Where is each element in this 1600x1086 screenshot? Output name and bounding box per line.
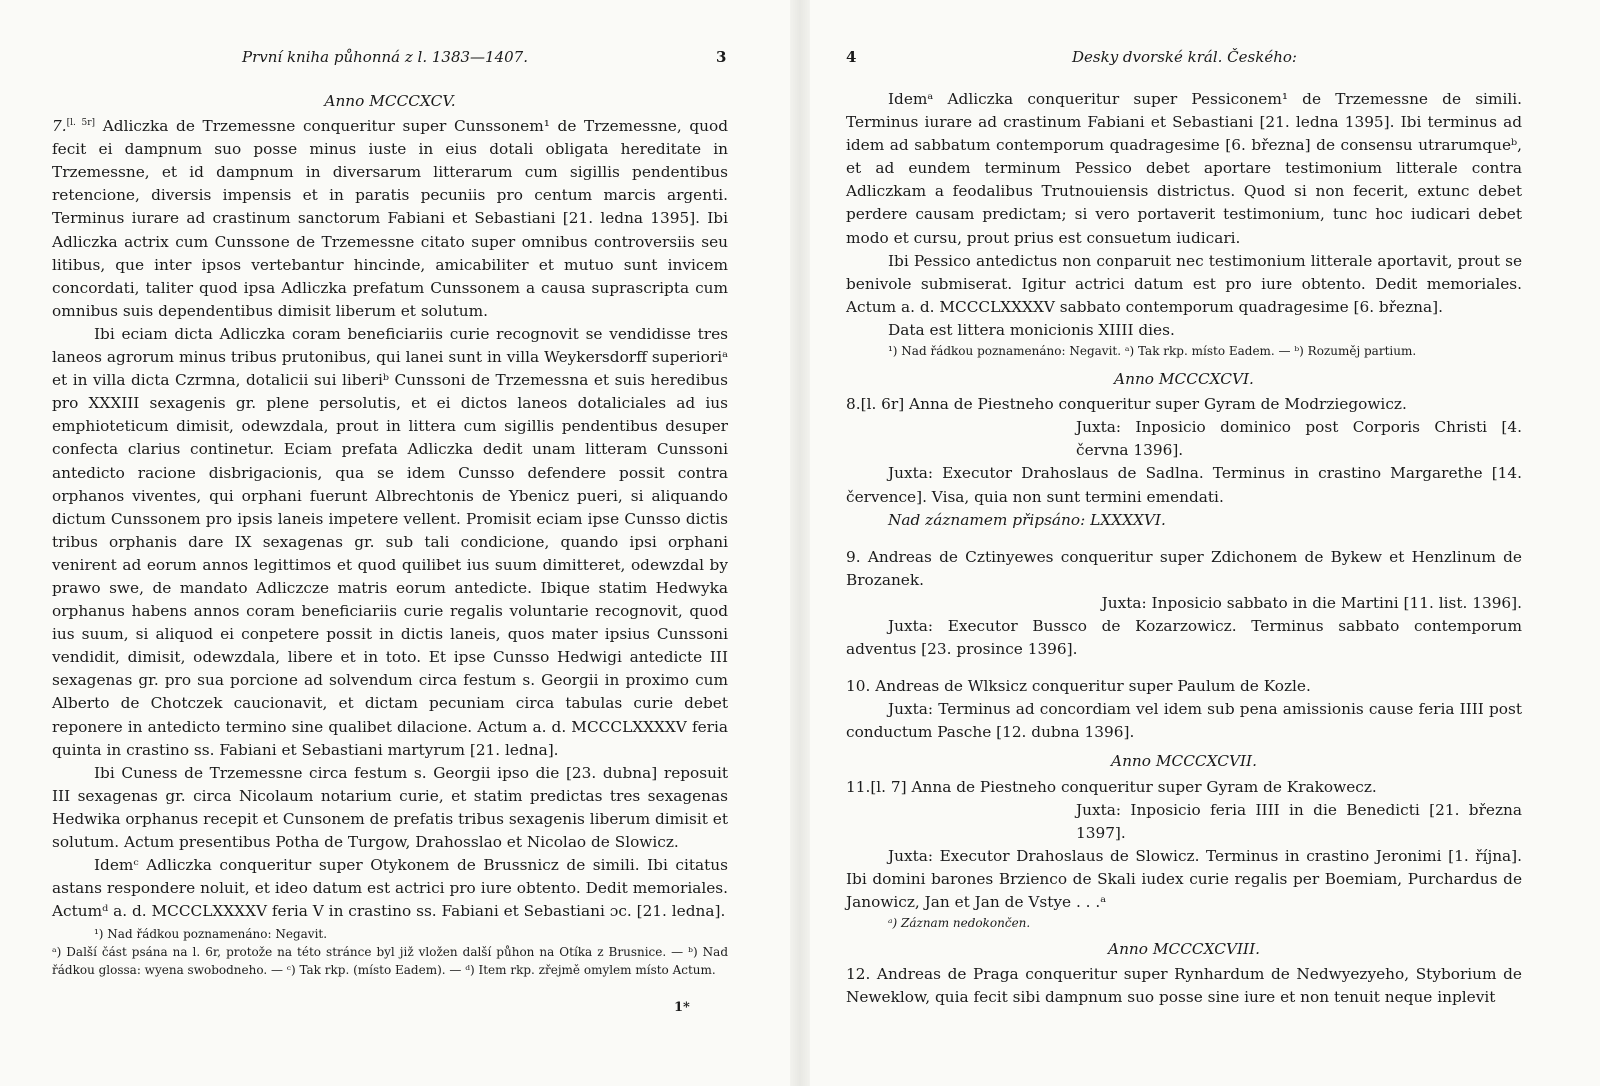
book-gutter bbox=[790, 0, 810, 1086]
year-heading-1396: Anno MCCCXCVI. bbox=[1114, 370, 1254, 389]
entry-9-juxta-2: Juxta: Executor Bussco de Kozarzowicz. Terminus sabbato contemporum adventus [23. prosince 1396]. bbox=[846, 616, 1522, 659]
left-page-number: 3 bbox=[716, 48, 727, 66]
entry-7-continued-paragraph-2: Ibi Pessico antedictus non conparuit nec testimonium litterale aportavit, prout se benivole submiserat. Igitur actrici datum est pro iure obtento. Dedit memoriales. Actum a. d. MCCCLXXXXV sabbato contemporum quadragesime [6. března]. bbox=[846, 251, 1522, 316]
entry-7-paragraph-1 bbox=[52, 115, 728, 323]
entry-8: 8.[l. 6r] Anna de Piestneho conqueritur super Gyram de Modrziegowicz. bbox=[846, 395, 1407, 414]
year-heading: Anno MCCCXCV. bbox=[324, 92, 456, 110]
right-footnotes: ¹) Nad řádkou poznamenáno: Negavit. ᵃ) Tak rkp. místo Eadem. — ᵇ) Rozuměj partium. bbox=[888, 344, 1417, 359]
entry-11-footnote: ᵃ) Záznam nedokončen. bbox=[888, 916, 1031, 931]
entry-number: 7. bbox=[52, 117, 67, 136]
entry-7-paragraph-2: Ibi eciam dicta Adliczka coram beneficiariis curie recognovit se vendidisse tres laneos agrorum minus tribus prutonibus, qui lanei sunt in villa Weykersdorff superioriᵃ et in villa dicta Czrmna, dotalicii sui liberiᵇ Cunssoni de Trzemessna et suis heredibus pro XXXIII sexagenis gr. plene persolutis, et ei dictos laneos dotaliciales ad ius emphioteticum dimisit, odewzdala, prout in littera cum sigillis pendentibus desuper confecta clarius continetur. Eciam prefata Adliczka dedit unam litteram Cunssoni antedicto racione disbrigacionis, qua se idem Cunsso defendere possit contra orphanos viventes, qui orphani fuerunt Albrechtonis de Ybenicz pueri, si aliquando dictum Cunssonem pro ipsis laneis impetere vellent. Promisit eciam ipse Cunsso dictis tribus orphanis dare IX sexagenas gr. sub tali condicione, quando ipsi orphani venirent ad eorum annos legittimos et quod quilibet ius suum dimitteret, odewzdal by prawo swe, de mandato Adliczcze matris eorum antedicte. Ibique statim Hedwyka orphanus habens annos coram beneficiariis curie regalis voluntarie recognovit, quod ius suum, si aliquod ei conpetere possit in dictis laneis, quos mater ipsius Cunssoni vendidit, dimisit, odewzdala, libere et in toto. Et ipse Cunsso Hedwigi antedicte III sexagenas gr. pro sua porcione ad solvendum circa festum s. Georgii in proximo cum Alberto de Chotczek caucionavit, et dictam pecuniam circa tabulas curie debet reponere in antedicto termino sine qualibet dilacione. Actum a. d. MCCCLXXXXV feria quinta in crastino ss. Fabiani et Sebastiani martyrum [21. ledna]. bbox=[52, 324, 728, 759]
entry-9: 9. Andreas de Cztinyewes conqueritur super Zdichonem de Bykew et Henzlinum de Brozanek. bbox=[846, 547, 1522, 589]
entry-8-juxta-1: Juxta: Inposicio dominico post Corporis Christi [4. června 1396]. bbox=[1076, 418, 1522, 460]
right-page-body bbox=[846, 88, 1522, 1009]
entry-10-juxta: Juxta: Terminus ad concordiam vel idem sub pena amissionis cause feria IIII post conductum Pasche [12. dubna 1396]. bbox=[846, 700, 1522, 742]
entry-11-juxta-2: Juxta: Executor Drahoslaus de Slowicz. Terminus in crastino Jeronimi [1. října]. Ibi domini barones Brzienco de Skali iudex curie regalis per Boemiam, Purchardus de Janowicz, Jan et Jan de Vstye . . .ᵃ bbox=[846, 846, 1522, 911]
right-running-header: Desky dvorské král. Českého: bbox=[1072, 48, 1297, 66]
entry-7-continued-paragraph-3: Data est littera monicionis XIIII dies. bbox=[888, 320, 1175, 339]
year-heading-1398: Anno MCCCXCVIII. bbox=[1108, 940, 1260, 959]
entry-7-continued-paragraph-1: Idemᵃ Adliczka conqueritur super Pessiconem¹ de Trzemessne de simili. Terminus iurare ad crastinum Fabiani et Sebastiani [21. ledna 1395]. Ibi terminus ad idem ad sabbatum contemporum quadragesime [6. března] de consensu utrarumqueᵇ, et ad eundem terminum Pessico debet aportare testimonium litterale contra Adliczkam a feodalibus Trutnouiensis districtus. Quod si non fecerit, extunc debet perdere causam predictam; si vero portaverit testimonium, tunc hoc iudicari debet modo et cursu, prout prius est consuetum iudicari. bbox=[846, 90, 1522, 247]
entry-11-juxta-1: Juxta: Inposicio feria IIII in die Benedicti [21. března 1397]. bbox=[1076, 800, 1522, 842]
year-heading-1397: Anno MCCCXCVII. bbox=[1111, 752, 1257, 771]
entry-10: 10. Andreas de Wlksicz conqueritur super Paulum de Kozle. bbox=[846, 677, 1311, 696]
entry-8-note: Nad záznamem připsáno: LXXXXVI. bbox=[888, 510, 1166, 529]
right-page bbox=[810, 0, 1590, 1086]
entry-9-juxta-1: Juxta: Inposicio sabbato in die Martini [11. list. 1396]. bbox=[1101, 593, 1522, 612]
footnote-apparatus: ᵃ) Další část psána na l. 6r, protože na této stránce byl již vložen další půhon na Otíka z Brusnice. — ᵇ) Nad řádkou glossa: wyena swobodneho. — ᶜ) Tak rkp. (místo Eadem). — ᵈ) Item rkp. zřejmě omylem místo Actum. bbox=[52, 945, 728, 978]
left-running-header: První kniha půhonná z l. 1383—1407. bbox=[242, 48, 528, 66]
signature-mark: 1* bbox=[674, 1000, 690, 1015]
entry-text: Adliczka de Trzemessne conqueritur super Cunssonem¹ de Trzemessne, quod fecit ei dampnum suo posse minus iuste in eius dotali obligata hereditate in Trzemessne, et id dampnum in diversarum litterarum cum sigillis pendentibus retencione, diversis impensis et in paratis pecuniis pro centum marcis argenti. Terminus iurare ad crastinum sanctorum Fabiani et Sebastiani [21. ledna 1395]. Ibi Adliczka actrix cum Cunssone de Trzemessne citato super omnibus controversiis seu litibus, que inter ipsos vertebantur hincinde, amicabiliter et mutuo sunt invicem concordati, taliter quod ipsa Adliczka prefatum Cunssonem a causa suprascripta cum omnibus suis dependentibus dimisit liberum et solutum. bbox=[52, 117, 728, 320]
folio-ref: [l. 5r] bbox=[66, 118, 96, 128]
right-page-number: 4 bbox=[846, 48, 857, 66]
left-page-body bbox=[52, 88, 728, 979]
entry-11: 11.[l. 7] Anna de Piestneho conqueritur super Gyram de Krakowecz. bbox=[846, 777, 1377, 796]
left-page bbox=[0, 0, 790, 1086]
entry-7-paragraph-4: Idemᶜ Adliczka conqueritur super Otykonem de Brussnicz de simili. Ibi citatus astans respondere noluit, et ideo datum est actrici pro iure obtento. Dedit memoriales. Actumᵈ a. d. MCCCLXXXXV feria V in crastino ss. Fabiani et Sebastiani ɔc. [21. ledna]. bbox=[52, 856, 728, 921]
entry-8-juxta-2: Juxta: Executor Drahoslaus de Sadlna. Terminus in crastino Margarethe [14. července]. Visa, quia non sunt termini emendati. bbox=[846, 464, 1522, 506]
entry-7-paragraph-3: Ibi Cuness de Trzemessne circa festum s. Georgii ipso die [23. dubna] reposuit III sexagenas gr. circa Nicolaum notarium curie, et statim predictas tres sexagenas Hedwika orphanus recepit et Cunsonem de prefatis tribus sexagenis liberum dimisit et solutum. Actum presentibus Potha de Turgow, Drahosslao et Nicolao de Slowicz. bbox=[52, 763, 728, 851]
entry-12: 12. Andreas de Praga conqueritur super Rynhardum de Nedwyezyeho, Styborium de Neweklow, quia fecit sibi dampnum suo posse sine iure et non tenuit neque inplevit bbox=[846, 965, 1522, 1007]
footnote-1: ¹) Nad řádkou poznamenáno: Negavit. bbox=[94, 927, 328, 942]
